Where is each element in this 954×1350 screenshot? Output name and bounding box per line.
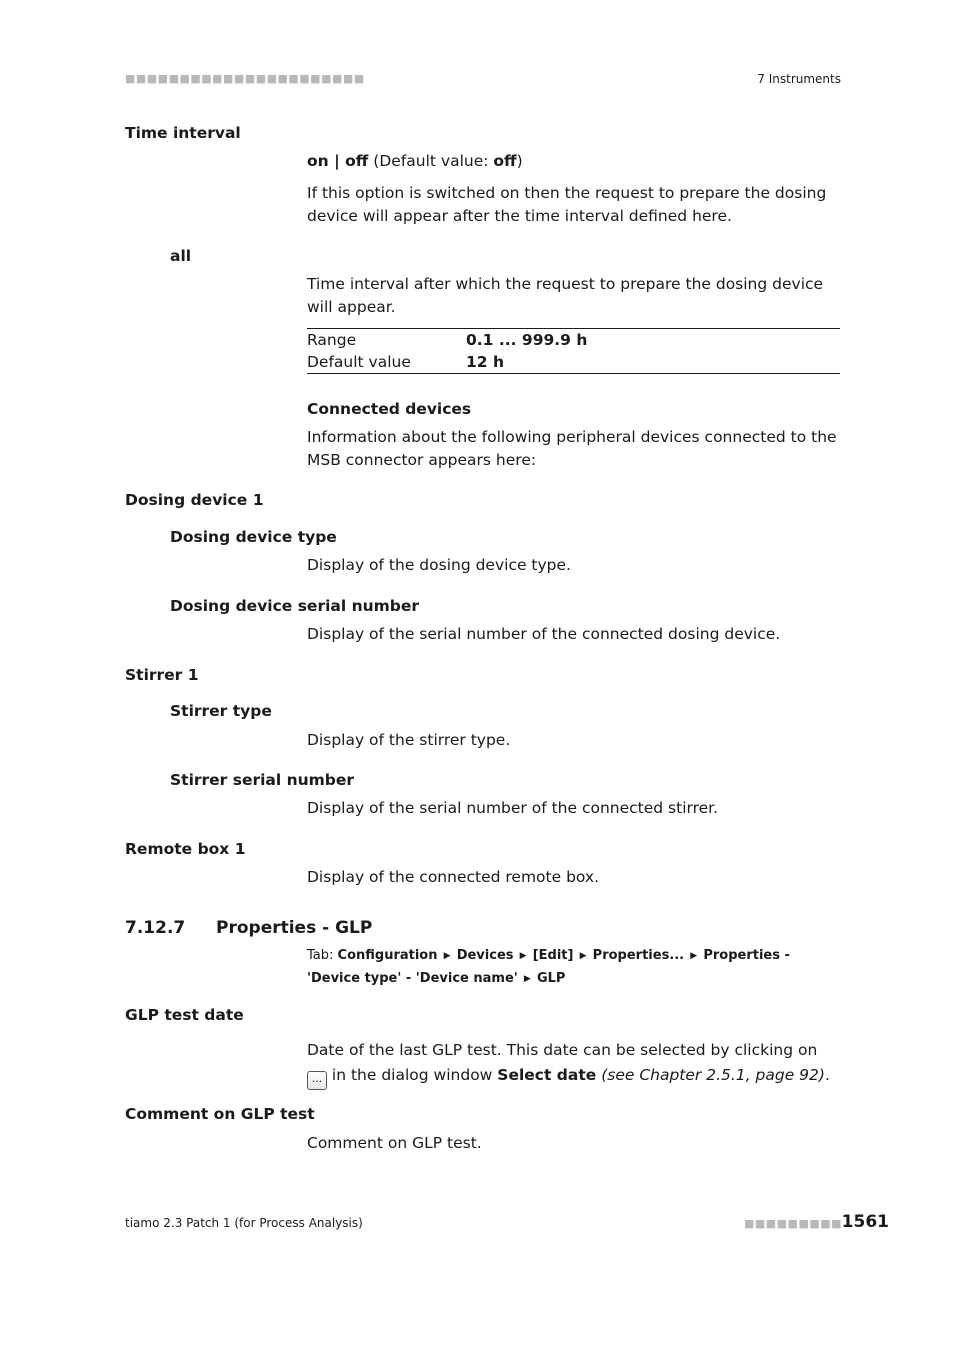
ellipsis-button-icon: ... xyxy=(307,1071,327,1090)
path-arrow-icon: ▶ xyxy=(443,951,451,961)
time-interval-title: Time interval xyxy=(125,124,241,142)
table-row xyxy=(307,351,840,373)
stirrer-serial-desc: Display of the serial number of the connected stirrer. xyxy=(307,799,719,817)
range-table xyxy=(307,328,840,374)
dialog-name: Select date xyxy=(497,1066,597,1084)
header-chapter: 7 Instruments xyxy=(757,72,841,86)
chapter-reference[interactable]: (see Chapter 2.5.1, page 92) xyxy=(601,1066,825,1084)
connected-devices-desc: Information about the following peripheral devices connected to the MSB connector appears here: xyxy=(307,428,837,469)
table-value: 12 h xyxy=(466,353,505,371)
option-on: on xyxy=(307,152,329,170)
option-separator: | xyxy=(328,152,346,170)
tab-path xyxy=(307,945,847,991)
section-number: 7.12.7 xyxy=(125,918,186,938)
dosing-device-serial-desc: Display of the serial number of the connected dosing device. xyxy=(307,625,781,643)
path-arrow-icon: ▶ xyxy=(523,974,531,984)
comment-glp-title: Comment on GLP test xyxy=(125,1105,315,1123)
table-row xyxy=(307,329,840,351)
path-item: Configuration xyxy=(337,948,438,963)
connected-devices-title: Connected devices xyxy=(307,400,472,418)
glp-test-date-title: GLP test date xyxy=(125,1006,244,1024)
path-item: GLP xyxy=(536,971,566,986)
stirrer-title: Stirrer 1 xyxy=(125,666,199,684)
dosing-device-serial-title: Dosing device serial number xyxy=(170,597,420,615)
remote-box-desc: Display of the connected remote box. xyxy=(307,868,600,886)
time-interval-desc: If this option is switched on then the request to prepare the dosing device will appear after the time interval defined here. xyxy=(307,184,827,225)
glp-desc-end: . xyxy=(824,1066,830,1084)
section-title: Properties - GLP xyxy=(216,918,373,938)
stirrer-serial-title: Stirrer serial number xyxy=(170,771,355,789)
stirrer-type-desc: Display of the stirrer type. xyxy=(307,731,511,749)
footer-product: tiamo 2.3 Patch 1 (for Process Analysis) xyxy=(125,1216,363,1230)
path-item: Devices xyxy=(456,948,514,963)
path-item: Properties - 'Device type' - 'Device name' xyxy=(307,948,790,986)
option-off: off xyxy=(345,152,369,170)
dosing-device-type-desc: Display of the dosing device type. xyxy=(307,556,571,574)
path-arrow-icon: ▶ xyxy=(519,951,527,961)
path-item: [Edit] xyxy=(532,948,574,963)
dosing-device-title: Dosing device 1 xyxy=(125,491,264,509)
path-item: Properties... xyxy=(592,948,685,963)
stirrer-type-title: Stirrer type xyxy=(170,702,272,720)
remote-box-title: Remote box 1 xyxy=(125,840,246,858)
page-number: 1561 xyxy=(841,1212,889,1232)
glp-desc-part: in the dialog window xyxy=(327,1066,498,1084)
table-key: Default value xyxy=(307,353,411,371)
default-prefix: (Default value: xyxy=(368,152,494,170)
comment-glp-desc: Comment on GLP test. xyxy=(307,1134,482,1152)
dosing-device-type-title: Dosing device type xyxy=(170,528,337,546)
all-desc: Time interval after which the request to prepare the dosing device will appear. xyxy=(307,275,824,316)
glp-test-date-desc xyxy=(307,1038,840,1090)
tab-prefix: Tab: xyxy=(307,948,338,963)
glp-desc-part: Date of the last GLP test. This date can be selected by clicking on xyxy=(307,1041,818,1059)
path-arrow-icon: ▶ xyxy=(690,951,698,961)
time-interval-options xyxy=(307,150,840,173)
table-key: Range xyxy=(307,331,357,349)
all-title: all xyxy=(170,247,192,265)
default-suffix: ) xyxy=(516,152,523,170)
footer-decoration: ■■■■■■■■■ xyxy=(744,1217,843,1230)
table-value: 0.1 ... 999.9 h xyxy=(466,331,588,349)
path-arrow-icon: ▶ xyxy=(579,951,587,961)
header-decoration: ■■■■■■■■■■■■■■■■■■■■■■ xyxy=(125,72,365,85)
default-value: off xyxy=(493,152,517,170)
